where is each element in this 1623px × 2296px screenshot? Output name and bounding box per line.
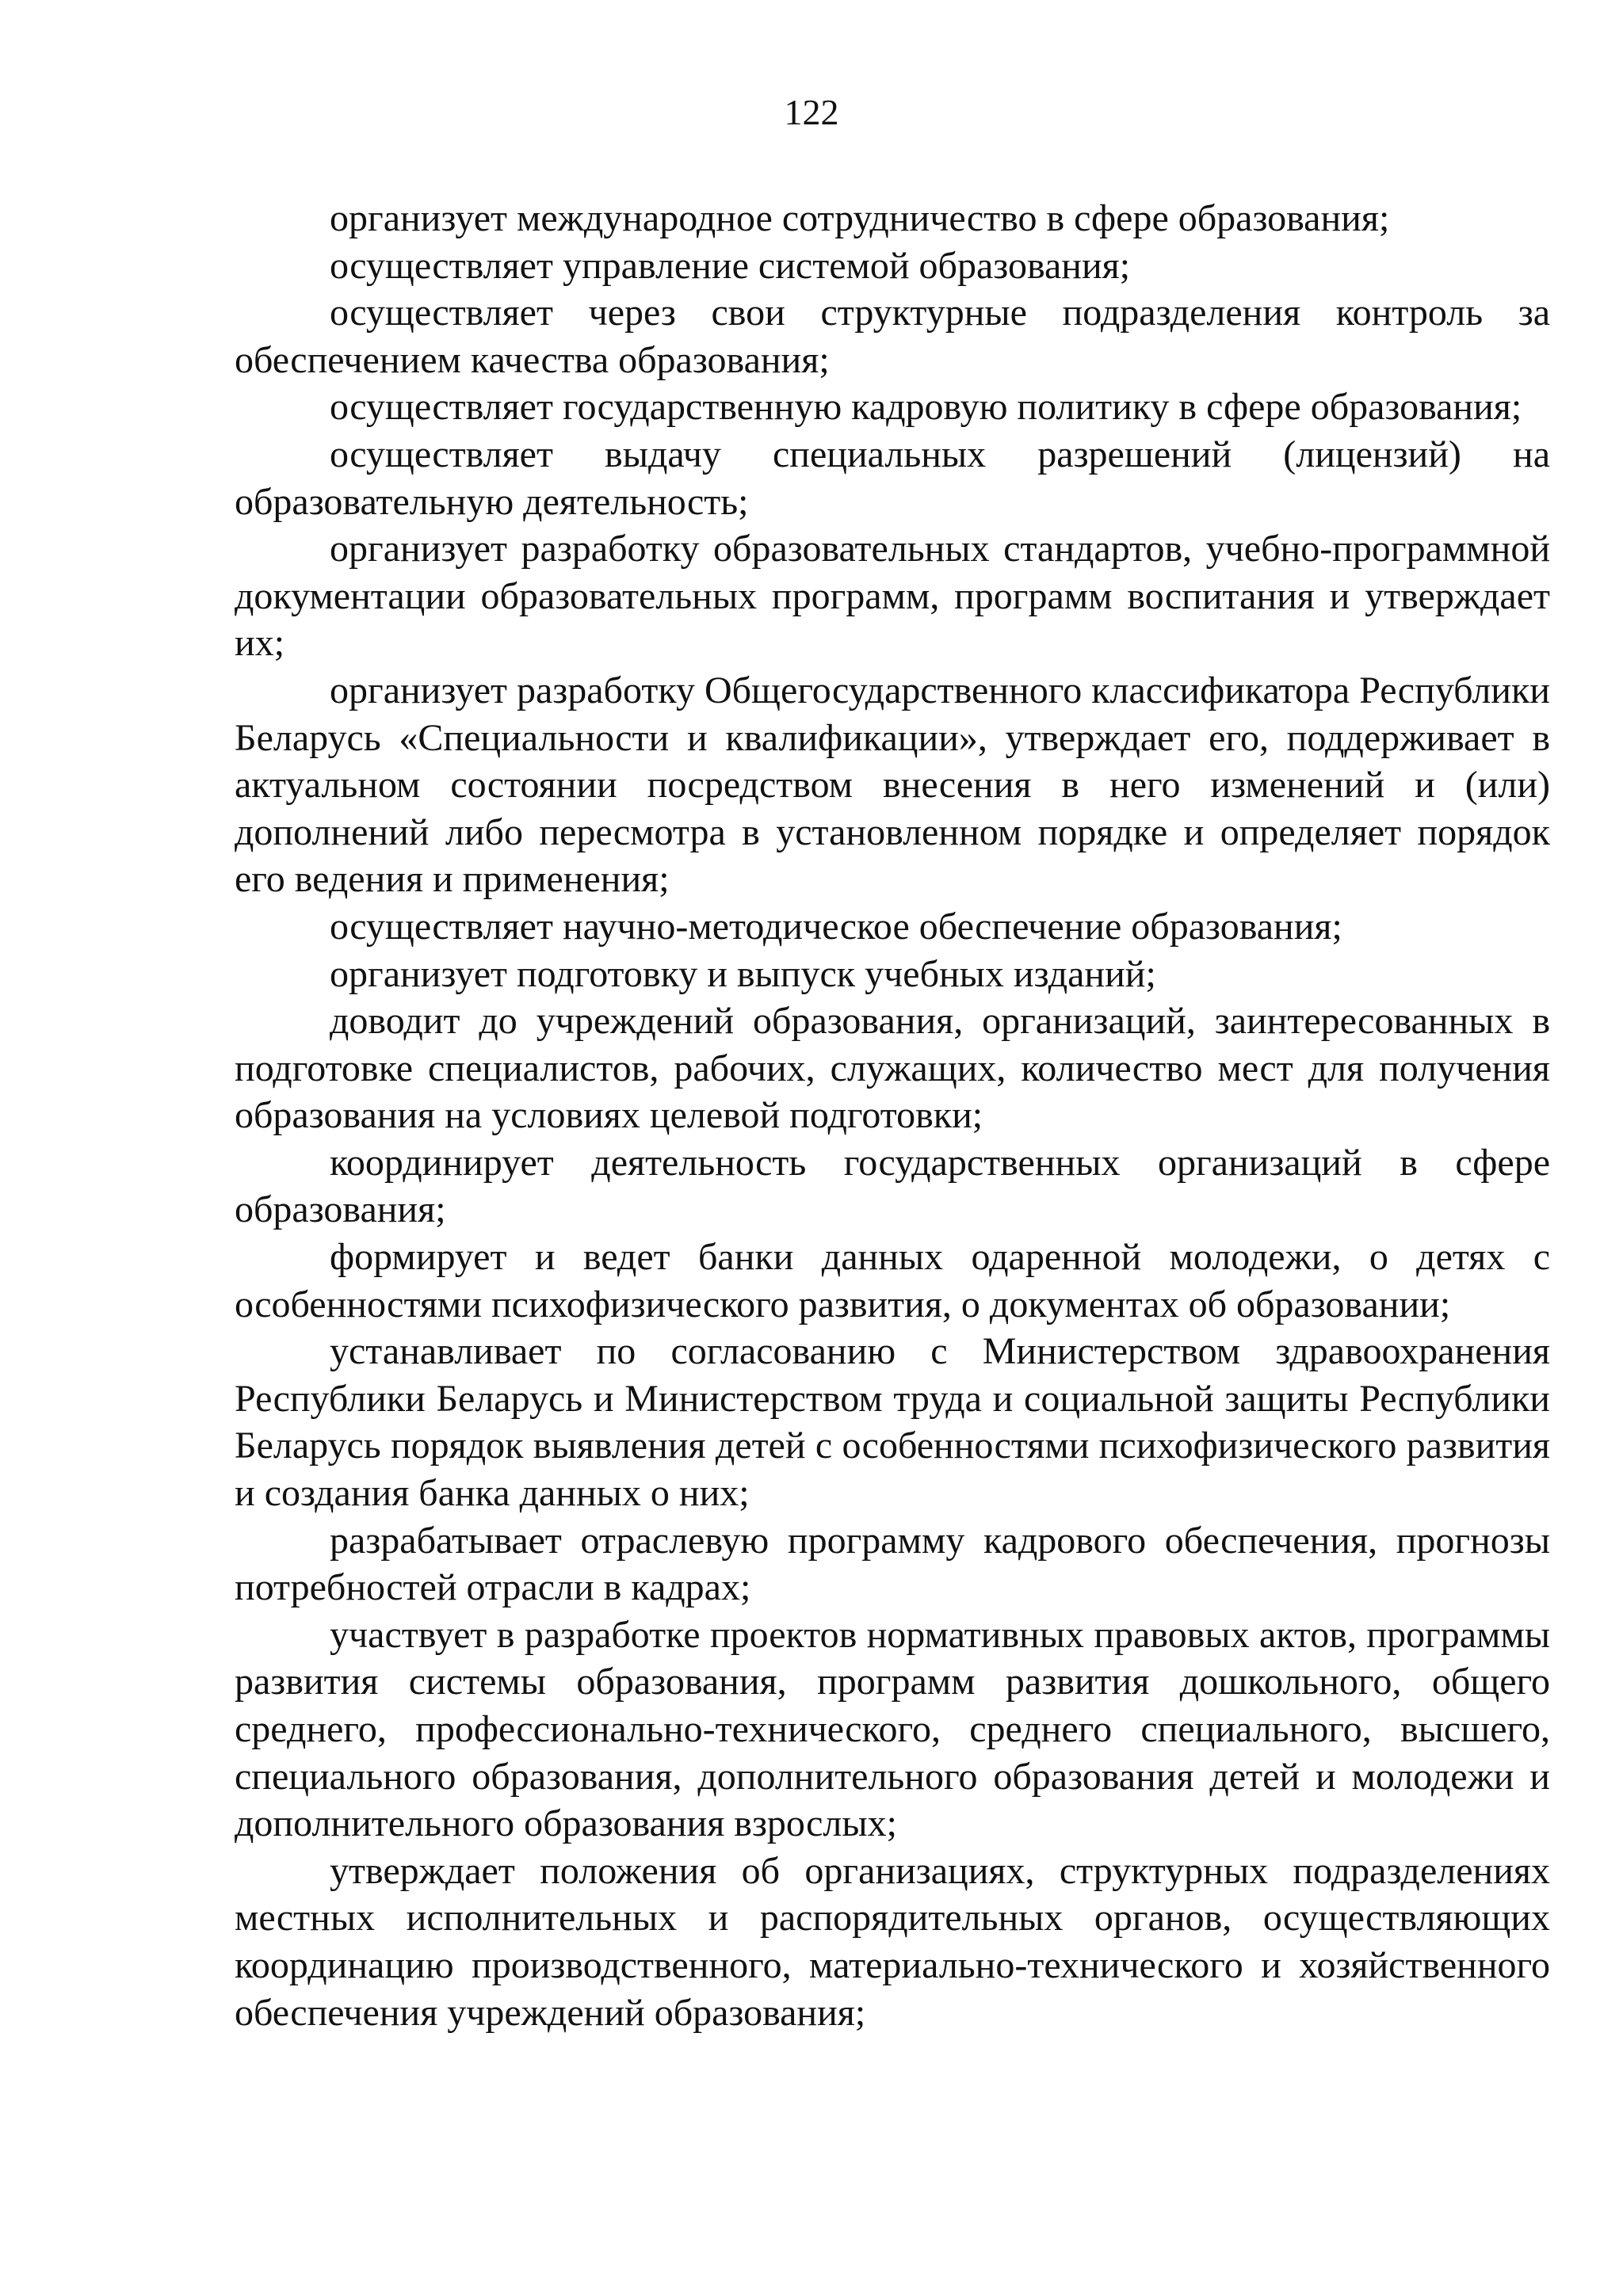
paragraph: осуществляет научно-методическое обеспечение образования; bbox=[330, 905, 1342, 948]
paragraph: осуществляет управление системой образования; bbox=[330, 244, 1131, 287]
paragraph: координирует деятельность государственных организаций в сфере образования; bbox=[235, 1141, 1550, 1231]
paragraph: доводит до учреждений образования, организаций, заинтересованных в подготовке специалистов, рабочих, служащих, количество мест для получения образования на условиях целевой подготовки; bbox=[235, 1000, 1550, 1137]
paragraph: организует разработку Общегосударственного классификатора Республики Беларусь «Специальности и квалификации», утверждает его, поддерживает в актуальном состоянии посредством внесения в него изменений и (или) дополнений либо пересмотра в установленном порядке и определяет порядок его ведения и применения; bbox=[235, 669, 1550, 901]
paragraph: организует разработку образовательных стандартов, учебно-программной документации образовательных программ, программ воспитания и утверждает их; bbox=[235, 528, 1550, 665]
paragraph: утверждает положения об организациях, структурных подразделениях местных исполнительных и распорядительных органов, осуществляющих координацию производственного, материально-технического и хозяйственного обеспечения учреждений образования; bbox=[235, 1849, 1550, 2034]
paragraph: осуществляет государственную кадровую политику в сфере образования; bbox=[330, 386, 1522, 429]
paragraph: осуществляет через свои структурные подразделения контроль за обеспечением качества образования; bbox=[235, 292, 1550, 381]
paragraph: организует международное сотрудничество в сфере образования; bbox=[330, 197, 1390, 239]
paragraph: разрабатывает отраслевую программу кадрового обеспечения, прогнозы потребностей отрасли в кадрах; bbox=[235, 1519, 1550, 1609]
paragraph: формирует и ведет банки данных одаренной молодежи, о детях с особенностями психофизического развития, о документах об образовании; bbox=[235, 1236, 1550, 1325]
paragraph: осуществляет выдачу специальных разрешений (лицензий) на образовательную деятельность; bbox=[235, 433, 1550, 523]
page-number: 122 bbox=[784, 92, 839, 132]
paragraph: участвует в разработке проектов нормативных правовых актов, программы развития системы образования, программ развития дошкольного, общего среднего, профессионально-технического, среднего специального, высшего, специального образования, дополнительного образования детей и молодежи и дополнительного образования взрослых; bbox=[235, 1613, 1550, 1845]
paragraph: организует подготовку и выпуск учебных изданий; bbox=[330, 952, 1156, 995]
paragraph: устанавливает по согласованию с Министерством здравоохранения Республики Беларусь и Министерством труда и социальной защиты Республики Беларусь порядок выявления детей с особенностями психофизического развития и создания банка данных о них; bbox=[235, 1330, 1550, 1515]
document-body bbox=[235, 195, 1550, 2036]
